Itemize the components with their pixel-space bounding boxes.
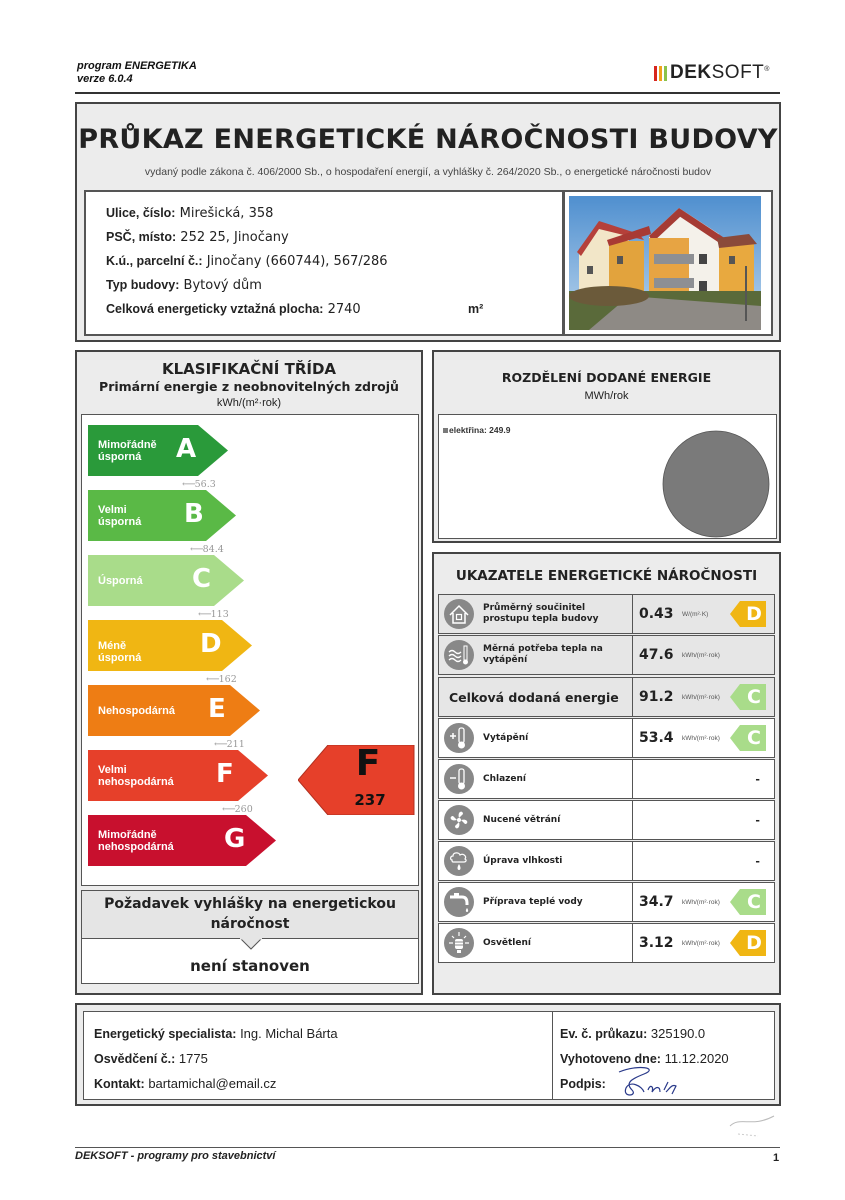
logo-text-bold: DEK [670,62,712,83]
requirement-pointer-icon [240,938,262,950]
specialist-section [75,1003,781,1106]
indicator-unit: kWh/(m²·rok) [682,693,720,701]
indicator-class-badge [730,725,766,751]
indicator-divider [632,760,633,798]
energy-split-chart [438,414,777,539]
indicator-row [438,923,775,963]
indicator-empty-value: - [755,772,760,786]
energy-split-title: ROZDĚLENÍ DODANÉ ENERGIE [501,370,712,385]
indicator-divider [632,719,633,757]
indicator-divider [632,678,633,716]
contact-label: Kontakt: [94,1077,145,1091]
indicator-row [438,718,775,758]
indicator-divider [632,842,633,880]
specialist-name: Ing. Michal Bárta [240,1026,338,1041]
class-letter: D [200,629,222,659]
class-label: Velmi nehospodárná [98,764,174,788]
indicators-title: UKAZATELE ENERGETICKÉ NÁROČNOSTI [455,568,758,584]
indicator-divider [632,801,633,839]
class-letter: E [208,694,226,724]
parcel-label: K.ú., parcelní č.: [106,254,203,268]
logo-bar [654,66,657,81]
classification-unit: kWh/(m²·rok) [216,397,282,409]
class-letter: C [192,564,212,594]
class-label: Nehospodárná [98,705,176,717]
class-threshold: ⟵ 56.3 [182,479,216,490]
class-threshold: ⟵ 260 [222,804,253,815]
indicator-divider [632,883,633,921]
type-label: Typ budovy: [106,278,180,292]
classification-subtitle: Primární energie z neobnovitelných zdrojů [99,379,399,394]
parcel-value: Jinočany (660744), 567/286 [206,254,388,269]
page-number: 1 [773,1152,780,1164]
street-label: Ulice, číslo: [106,206,176,220]
date-label: Vyhotoveno dne: [560,1052,661,1066]
classification-section [75,350,423,995]
area-label: Celková energeticky vztažná plocha: [106,302,324,316]
city-row [106,230,289,245]
class-label: Úsporná [98,575,143,587]
fan-icon [444,805,474,835]
contact-row [94,1076,276,1091]
indicator-class-letter: C [747,727,761,749]
class-label: Mimořádně úsporná [98,439,157,463]
indicator-class-letter: D [746,603,762,625]
indicator-value: 34.7 [639,894,674,910]
indicator-name: Osvětlení [483,937,531,948]
class-letter: A [176,434,197,464]
indicator-row [438,594,775,634]
parcel-row [106,254,388,269]
indicator-name: Příprava teplé vody [483,896,583,907]
thermometer-minus-icon [444,764,474,794]
specialist-divider [552,1012,553,1099]
indicator-name: Celková dodaná energie [449,689,619,705]
class-label: Velmi úsporná [98,504,142,528]
indicator-class-badge [730,601,766,627]
indicator-unit: W/(m²·K) [682,610,709,618]
thermometer-plus-icon [444,723,474,753]
date-value: 11.12.2020 [664,1051,729,1066]
indicator-class-letter: C [747,891,761,913]
indicator-class-letter: D [746,932,762,954]
certificate-number: 1775 [178,1051,208,1066]
indicator-value: 0.43 [639,606,674,622]
contact-email[interactable]: bartamichal@email.cz [148,1076,277,1091]
indicator-unit: kWh/(m²·rok) [682,734,720,742]
logo-bars-icon [654,66,667,81]
registration-row [560,1026,705,1041]
program-version: verze 6.0.4 [77,73,133,85]
energy-split-unit: MWh/rok [584,390,629,402]
type-value: Bytový dům [183,278,262,293]
indicator-unit: kWh/(m²·rok) [682,898,720,906]
indicator-row [438,635,775,675]
logo-bar [664,66,667,81]
indicator-value: 91.2 [639,689,674,705]
humidity-icon [444,846,474,876]
street-row [106,206,273,221]
energy-pie [661,429,771,539]
indicator-value: 47.6 [639,647,674,663]
certificate-label: Osvědčení č.: [94,1052,176,1066]
logo-text-light: SOFT [711,62,765,83]
indicator-empty-value: - [755,813,760,827]
class-label: Mimořádně nehospodárná [98,829,174,853]
specialist-row [94,1026,338,1041]
signature-label: Podpis: [560,1077,606,1091]
energy-split-section [432,350,781,543]
indicator-class-badge [730,684,766,710]
type-row [106,278,262,293]
registration-number: 325190.0 [650,1026,706,1041]
indicator-row [438,759,775,799]
area-row [106,302,361,317]
requirement-title: Požadavek vyhlášky na energetickou náročnost [82,891,418,939]
indicator-unit: kWh/(m²·rok) [682,651,720,659]
specialist-label: Energetický specialista: [94,1027,237,1041]
footer-text: DEKSOFT - programy pro stavebnictví [75,1150,276,1162]
specialist-info [83,1011,775,1100]
legend-swatch [443,428,448,433]
indicator-class-letter: C [747,686,761,708]
indicators-section [432,552,781,995]
class-threshold: ⟵ 84.4 [190,544,224,555]
result-class-marker [298,745,416,815]
faucet-icon [444,887,474,917]
class-label: Méně úsporná [98,640,142,664]
class-threshold: ⟵ 113 [198,609,229,620]
area-value: 2740 [327,302,361,317]
requirement-box [81,890,419,984]
indicator-name: Nucené větrání [483,814,561,825]
document-subtitle: vydaný podle zákona č. 406/2000 Sb., o hospodaření energií, a vyhlášky č. 264/2020 Sb., o energetické náročnosti budov [144,166,712,178]
heat-demand-icon [444,640,474,670]
indicator-row [438,800,775,840]
stamp-mark-icon [728,1112,778,1140]
legend-label: elektřina: 249.9 [449,425,511,435]
signature-row [560,1076,606,1091]
pie-legend [443,425,510,435]
area-unit: m² [468,302,484,316]
energy-class-scale [81,414,419,886]
class-letter: B [184,499,204,529]
program-info [77,60,197,86]
building-info [84,190,564,336]
logo-bar [659,66,662,81]
signature-icon [614,1064,694,1100]
result-letter: F [355,743,381,784]
indicator-divider [632,636,633,674]
indicator-value: 3.12 [639,935,674,951]
street-value: Mirešická, 358 [179,206,274,221]
document-title: PRŮKAZ ENERGETICKÉ NÁROČNOSTI BUDOVY [78,124,778,155]
indicator-row [438,882,775,922]
class-letter: G [224,824,246,854]
indicator-row [438,677,775,717]
header-divider [75,92,780,94]
indicator-class-badge [730,889,766,915]
classification-title: KLASIFIKAČNÍ TŘÍDA [161,360,337,378]
class-threshold: ⟵ 162 [206,674,237,685]
lightbulb-icon [444,928,474,958]
result-value: 237 [354,791,386,809]
indicator-name: Chlazení [483,773,527,784]
indicator-unit: kWh/(m²·rok) [682,939,720,947]
class-letter: F [216,759,234,789]
registered-mark: ® [764,65,770,73]
indicator-divider [632,595,633,633]
indicator-divider [632,924,633,962]
indicator-name: Vytápění [483,732,529,743]
class-threshold: ⟵ 211 [214,739,245,750]
indicator-value: 53.4 [639,730,674,746]
indicator-name: Úprava vlhkosti [483,855,563,866]
requirement-value: není stanoven [190,957,310,975]
pie-slice-elektřina [663,431,769,537]
indicator-name: Průměrný součinitel prostupu tepla budovy [483,603,599,624]
indicator-name: Měrná potřeba tepla na vytápění [483,644,603,665]
indicator-row [438,841,775,881]
deksoft-logo [654,62,769,84]
building-photo [569,196,761,330]
house-icon [444,599,474,629]
footer-divider [75,1147,780,1148]
indicator-empty-value: - [755,854,760,868]
program-name: program ENERGETIKA [77,60,197,72]
city-value: 252 25, Jinočany [180,230,289,245]
building-photo-image [569,196,761,330]
building-photo-frame [563,190,773,336]
certificate-row [94,1051,208,1066]
registration-label: Ev. č. průkazu: [560,1027,648,1041]
city-label: PSČ, místo: [106,230,177,244]
indicator-class-badge [730,930,766,956]
